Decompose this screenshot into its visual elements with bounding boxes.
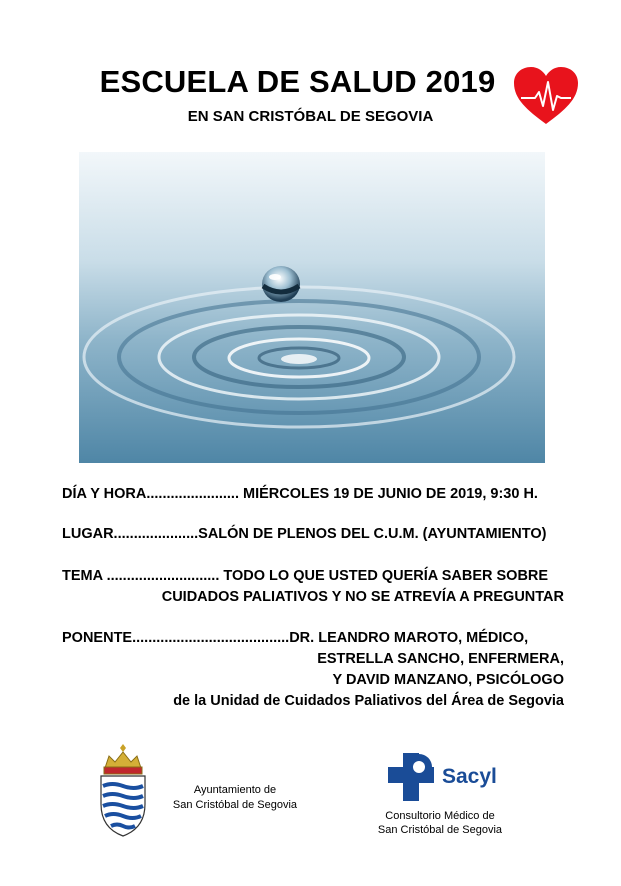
speaker-block: [62, 628, 564, 712]
place-line: LUGAR.....................SALÓN DE PLENOS DEL C.U.M. (AYUNTAMIENTO): [62, 526, 547, 542]
sacyl-name: Sacyl: [442, 765, 497, 788]
speaker-line-3: Y DAVID MANZANO, PSICÓLOGO: [332, 672, 564, 688]
council-caption: [150, 783, 320, 813]
page-title: ESCUELA DE SALUD 2019: [99, 64, 496, 99]
topic-line-continued: CUIDADOS PALIATIVOS Y NO SE ATREVÍA A PREGUNTAR: [161, 589, 564, 605]
clinic-caption: [360, 809, 520, 837]
date-time-line: DÍA Y HORA....................... MIÉRCOLES 19 DE JUNIO DE 2019, 9:30 H.: [62, 486, 538, 502]
speaker-line-2: ESTRELLA SANCHO, ENFERMERA,: [317, 651, 564, 667]
council-caption-line2: San Cristóbal de Segovia: [172, 799, 298, 811]
clinic-caption-line2: San Cristóbal de Segovia: [377, 824, 503, 836]
topic-line: TEMA ............................ TODO LO QUE USTED QUERÍA SABER SOBRE: [62, 568, 549, 584]
affiliation-line: de la Unidad de Cuidados Paliativos del Área de Segovia: [173, 693, 564, 709]
council-caption-line1: Ayuntamiento de: [193, 784, 277, 796]
speaker-line: PONENTE.......................................DR. LEANDRO MAROTO, MÉDICO,: [62, 630, 529, 646]
topic-block: [62, 566, 564, 608]
sacyl-logo-icon: [384, 745, 504, 805]
coat-of-arms-icon: [95, 742, 151, 838]
clinic-caption-line1: Consultorio Médico de: [385, 810, 495, 822]
heart-pulse-icon: [513, 66, 579, 126]
water-drop-image: [79, 152, 545, 463]
page-subtitle: EN SAN CRISTÓBAL DE SEGOVIA: [187, 108, 434, 125]
